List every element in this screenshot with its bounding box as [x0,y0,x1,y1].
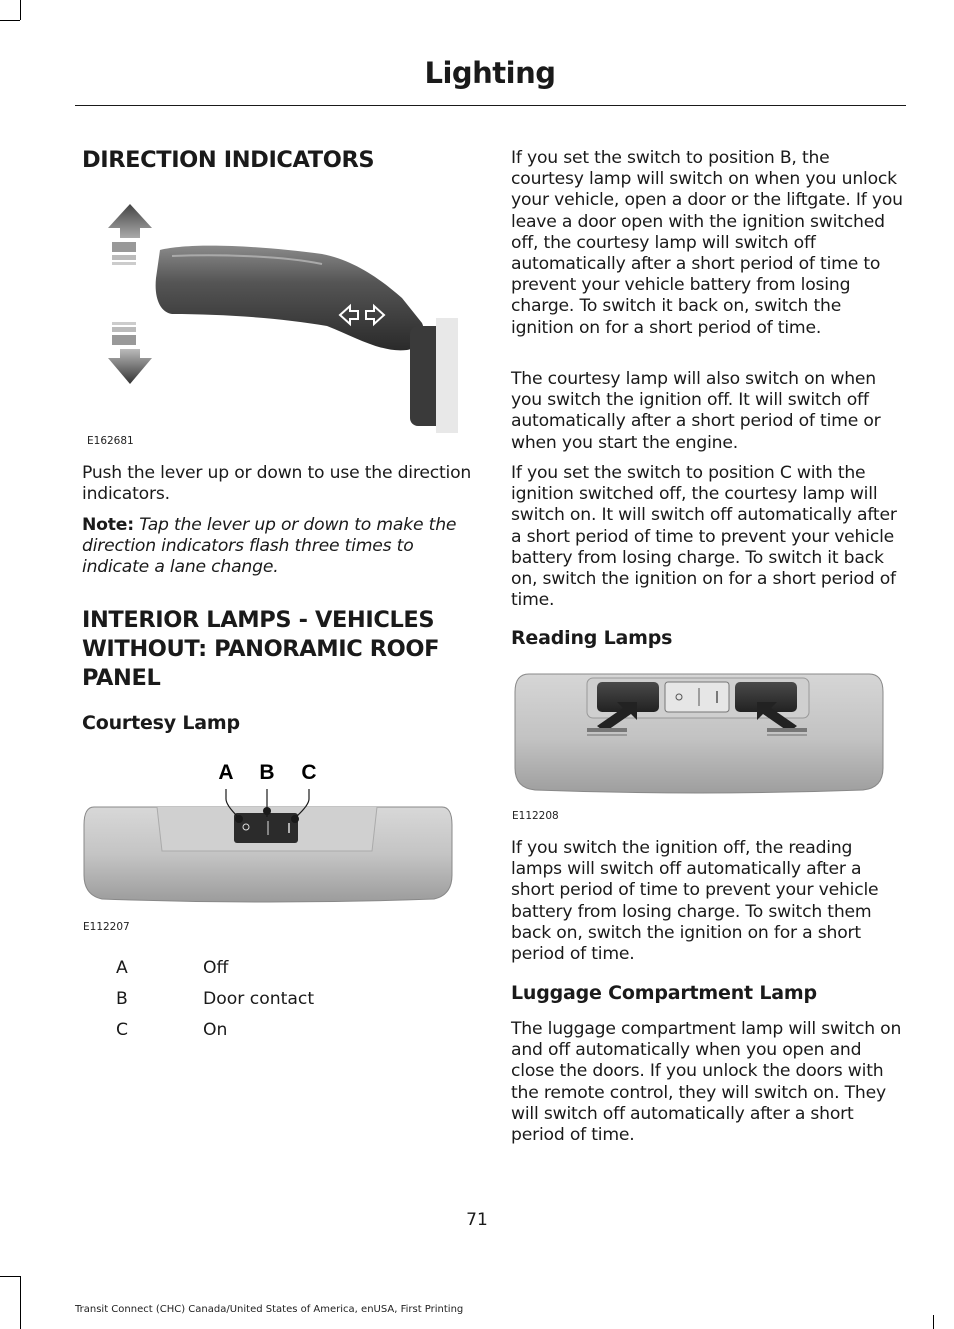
crop-mark [20,1276,21,1329]
list-item-value: Off [203,958,229,978]
list-item-key: B [116,989,128,1009]
header-divider [75,105,906,106]
section-title-interior-lamps [82,606,439,693]
paragraph: If you set the switch to position C with the ignition switched off, the courtesy lamp will switch on. It will switch off automatically after a short period of time to prevent your vehicle battery from losing charge. To switch it back on, switch the ignition on for a short period of time. [511,463,897,611]
paragraph: If you switch the ignition off, the reading lamps will switch off automatically after a short period of time to prevent your vehicle battery from losing charge. To switch them back on, switch the ignition on for a short period of time. [511,838,879,965]
reading-lamps-figure [513,670,887,796]
courtesy-lamp-figure [82,755,454,930]
section-title-direction-indicators: DIRECTION INDICATORS [82,147,375,173]
callout-label-c: C [301,761,317,784]
footer: Transit Connect (CHC) Canada/United States of America, enUSA, First Printing [75,1304,464,1315]
crop-mark [0,20,20,21]
note-text: Tap the lever up or down to make the direction indicators flash three times to indicate a lane change. [82,515,457,578]
list-item-key: A [116,958,128,978]
list-item-value: Door contact [203,989,315,1009]
subsection-title-luggage-compartment-lamp: Luggage Compartment Lamp [511,982,817,1004]
section-title-line: WITHOUT: PANORAMIC ROOF [82,636,440,662]
section-title-line: PANEL [82,665,161,691]
list-item-value: On [203,1020,228,1040]
callout-label-a: A [218,761,234,784]
headlamp-symbol-icon [412,286,430,302]
down-arrow-icon [108,322,152,384]
figure-code: E112208 [512,810,559,822]
note-label: Note: [82,515,134,535]
note [82,515,474,579]
paragraph: The luggage compartment lamp will switch on and off automatically when you open and close the doors. If you unlock the doors with the remote control, they will switch on. They will switch off automatically after a short period of time. [511,1019,902,1146]
figure-code: E112207 [83,921,130,933]
paragraph: Push the lever up or down to use the direction indicators. [82,463,472,505]
figure-code: E162681 [87,435,134,447]
crop-mark [0,1276,20,1277]
paragraph: The courtesy lamp will also switch on when you switch the ignition off. It will switch off automatically after a short period of time or when you start the engine. [511,369,881,453]
callout-label-b: B [259,761,275,784]
crop-mark [20,0,21,20]
subsection-title-reading-lamps: Reading Lamps [511,627,673,649]
crop-mark [933,1315,934,1329]
paragraph: If you set the switch to position B, the courtesy lamp will switch on when you unlock your vehicle, open a door or the liftgate. If you leave a door open with the ignition switched off, the courtesy lamp will switch off automatically after a short period of time to prevent your vehicle battery from losing charge. To switch it back on, switch the ignition on for a short period of time. [511,148,903,338]
subsection-title-courtesy-lamp: Courtesy Lamp [82,712,240,734]
up-arrow-icon [108,204,152,265]
list-item-key: C [116,1020,129,1040]
section-title-line: INTERIOR LAMPS - VEHICLES [82,607,435,633]
page-title: Lighting [424,56,556,90]
page-number: 71 [466,1210,488,1230]
direction-indicator-lever-figure [102,198,462,433]
